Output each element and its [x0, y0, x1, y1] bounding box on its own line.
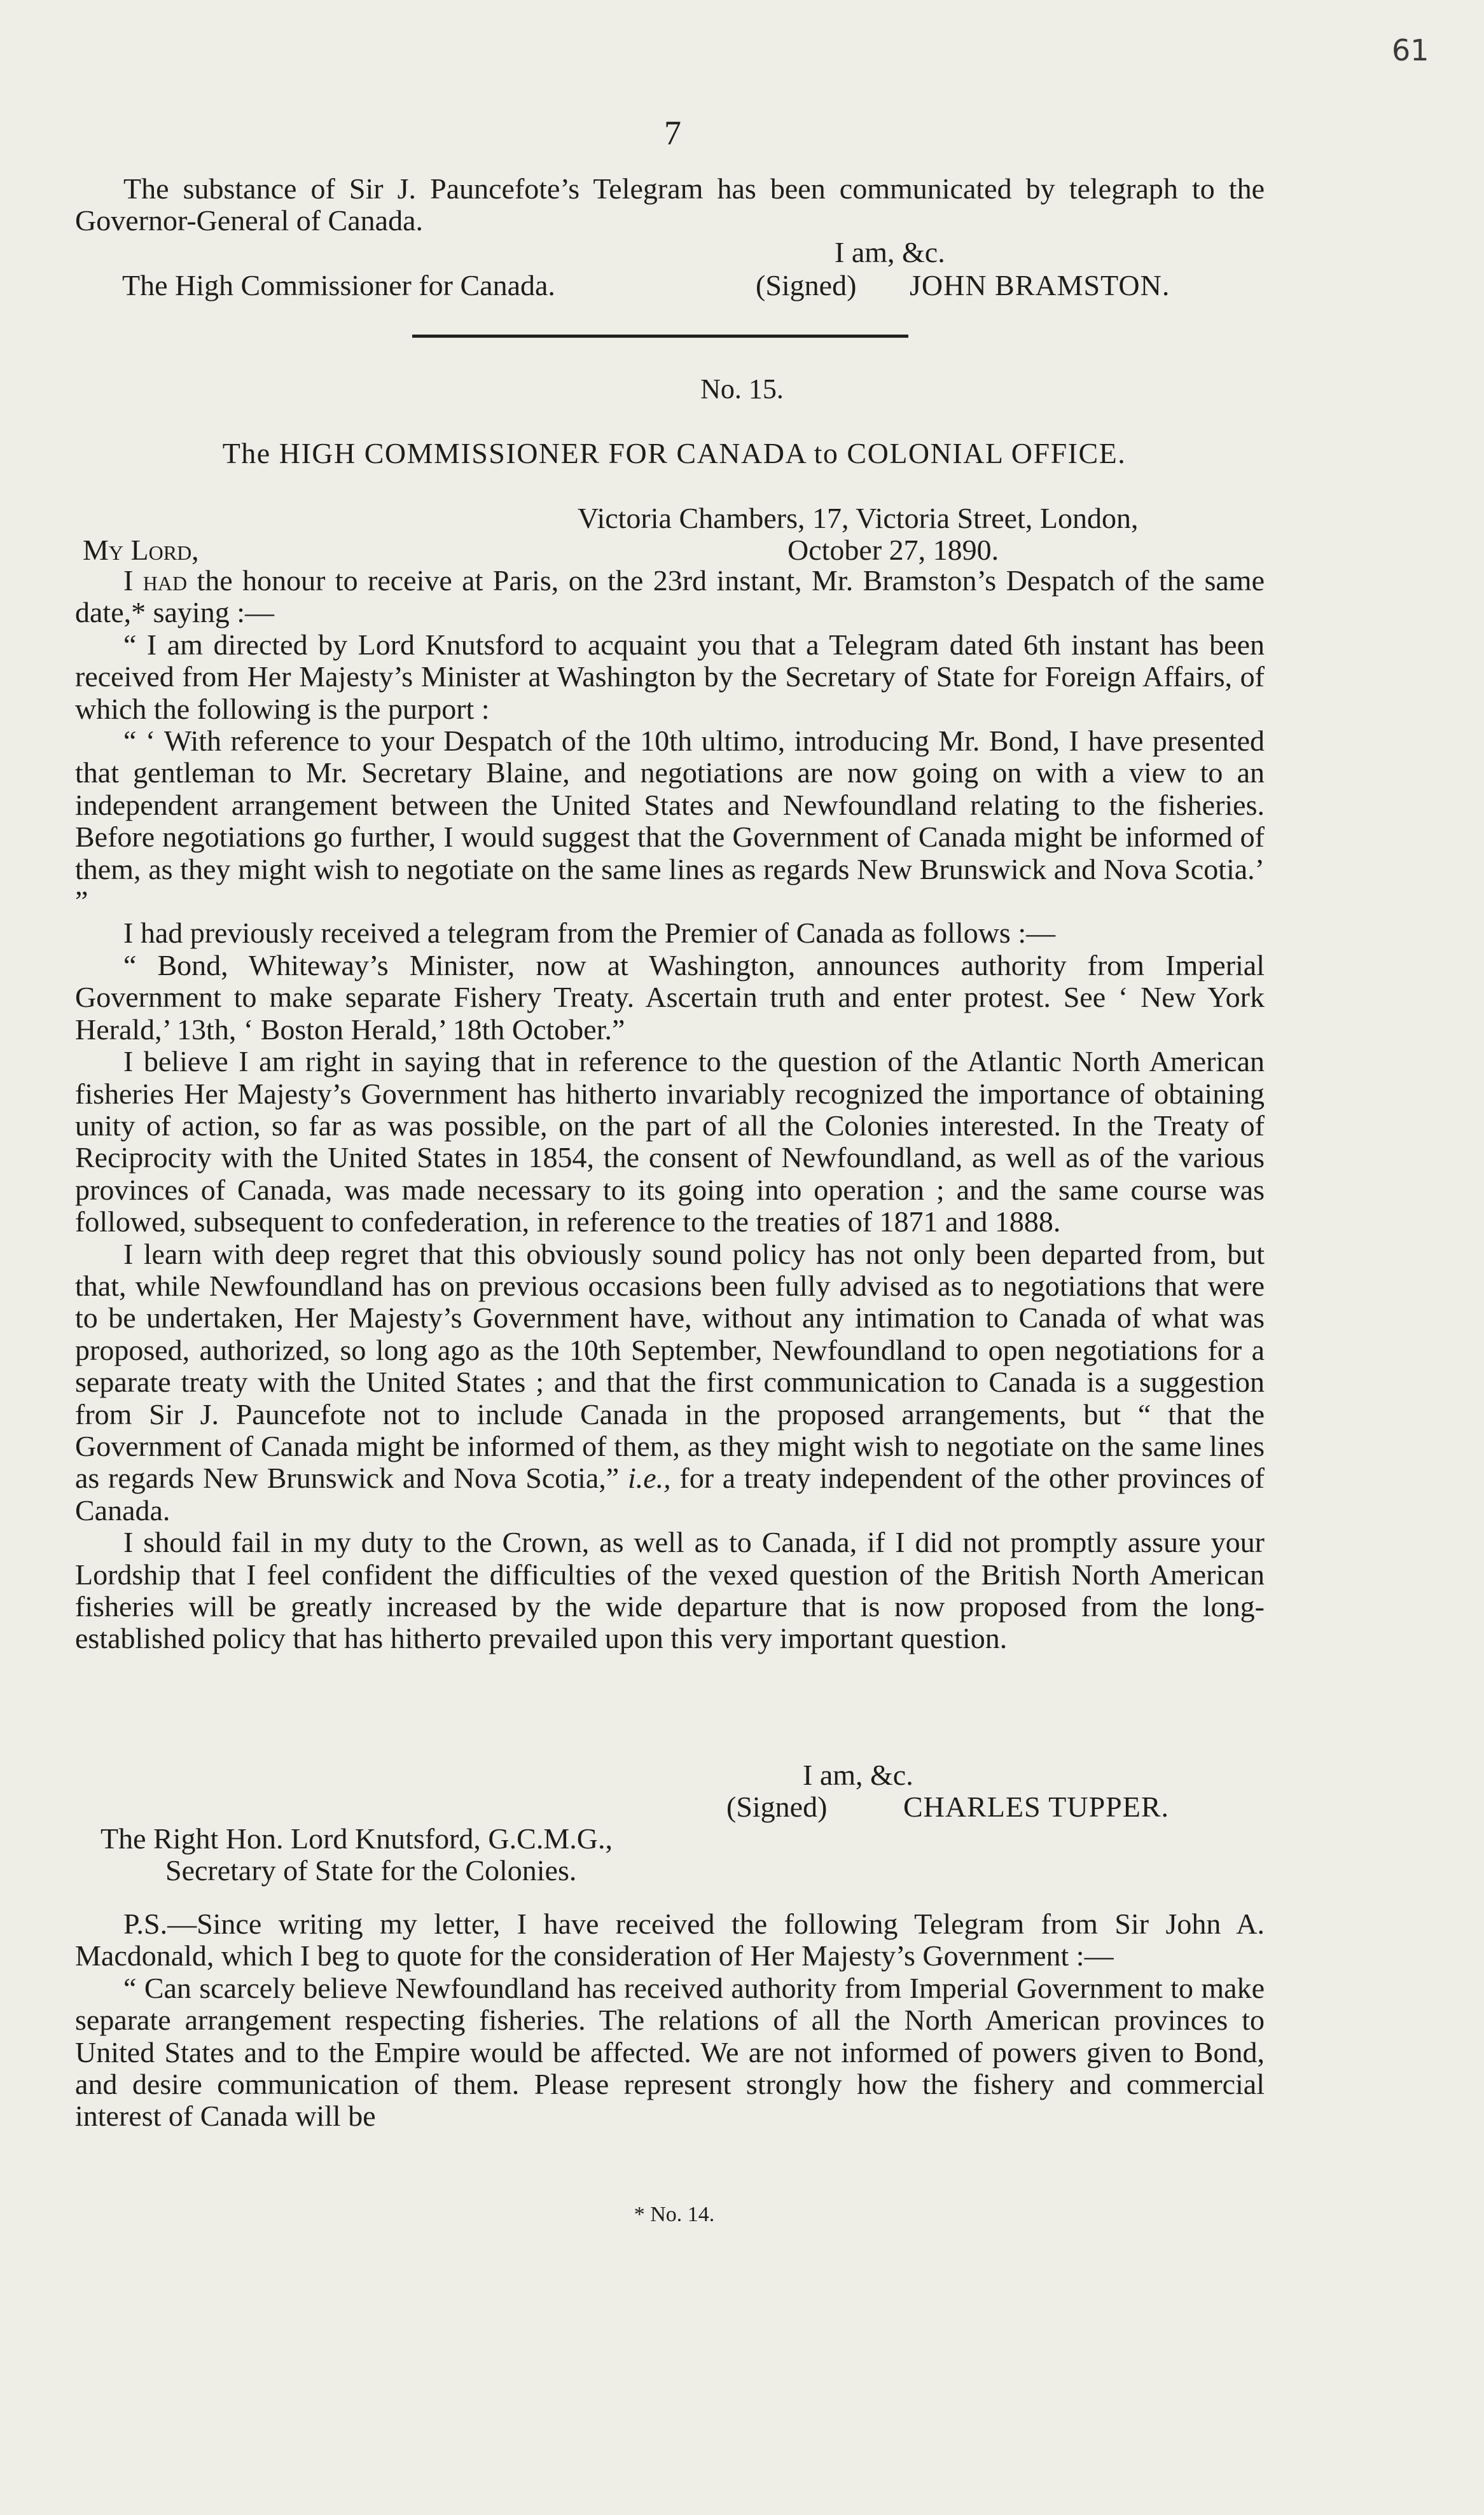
top-paragraph-block [75, 173, 1265, 237]
paragraph-6: I believe I am right in saying that in reference to the question of the Atlantic North American fisheries Her Majesty’s Government has hitherto invariably recognized the importance of obtaining unity of action, so far as was possible, on the part of all the Colonies interested. In the Treaty of Reciprocity with the United States in 1854, the consent of Newfoundland, as well as of the various provinces of Canada, was made necessary to its going into operation ; and the same course was followed, subsequent to confederation, in reference to the treaties of 1871 and 1888. [75, 1045, 1265, 1238]
footnote: * No. 14. [634, 2203, 715, 2226]
paragraph-7-text-a: I learn with deep regret that this obviously sound policy has not only been departed from, but that, while Newfoundland has on previous occasions been fully advised as to negotiations that were to be undertaken, Her Majesty’s Government have, without any intimation to Canada of what was proposed, authorized, so long ago as the 10th September, Newfoundland to open negotiations for a separate treaty with the United States ; and that the first communication to Canada is a suggestion from Sir J. Pauncefote not to include Canada in the proposed arrangements, but “ that the Government of Canada might be informed of them, as they might wish to negotiate on the same lines as regards New Brunswick and Nova Scotia,” [75, 1237, 1265, 1495]
paragraph-7 [75, 1238, 1265, 1527]
signer: CHARLES TUPPER. [903, 1791, 1170, 1823]
document-page-number: 7 [664, 114, 681, 152]
postscript-block [75, 1908, 1265, 2133]
paragraph-2: “ I am directed by Lord Knutsford to acquaint you that a Telegram dated 6th instant has been received from Her Majesty’s Minister at Washington by the Secretary of State for Foreign Affairs, of which the following is the purport : [75, 628, 1265, 725]
postscript: P.S.—Since writing my letter, I have received the following Telegram from Sir John A. Macdonald, which I beg to quote for the consideration of Her Majesty’s Government :— [75, 1908, 1265, 1972]
top-closing: I am, &c. [835, 236, 945, 268]
paragraph-7-text-b: for a treaty independent of the other provinces of Canada. [75, 1462, 1265, 1527]
top-addressee: The High Commissioner for Canada. [122, 269, 555, 301]
section-divider [412, 335, 908, 338]
paragraph-8: I should fail in my duty to the Crown, as well as to Canada, if I did not promptly assure your Lordship that I feel confident the difficulties of the vexed question of the British North American fisheries will be greatly increased by the wide departure that is now proposed from the long-established policy that has hitherto prevailed upon this very important question. [75, 1526, 1265, 1655]
top-paragraph: The substance of Sir J. Pauncefote’s Telegram has been communicated by telegraph to the Governor-General of Canada. [75, 172, 1265, 237]
top-signer: JOHN BRAMSTON. [910, 269, 1170, 301]
paragraph-1 [75, 565, 1265, 629]
salutation: My Lord, [83, 534, 199, 566]
paragraph-1-lead: I had [123, 564, 188, 597]
top-signed-label: (Signed) [756, 269, 857, 301]
recipient-title: Secretary of State for the Colonies. [165, 1854, 577, 1887]
sender-address: Victoria Chambers, 17, Victoria Street, London, [578, 502, 1139, 534]
postscript-quote: “ Can scarcely believe Newfoundland has received authority from Imperial Government to make separate arrangement respecting fisheries. The relations of all the North American provinces to United States and to the Empire would be affected. We are not informed of powers given to Bond, and desire communication of them. Please represent strongly how the fishery and commercial interest of Canada will be [75, 1971, 1265, 2133]
paragraph-5: “ Bond, Whiteway’s Minister, now at Washington, announces authority from Imperial Government to make separate Fishery Treaty. Ascertain truth and enter protest. See ‘ New York Herald,’ 13th, ‘ Boston Herald,’ 18th October.” [75, 948, 1265, 1046]
letter-date: October 27, 1890. [787, 534, 999, 566]
letter-body [75, 565, 1265, 1655]
paragraph-1-text: the honour to receive at Paris, on the 23rd instant, Mr. Bramston’s Despatch of the same date,* saying :— [75, 564, 1265, 629]
document-number: No. 15. [700, 373, 784, 405]
recipient-name: The Right Hon. Lord Knutsford, G.C.M.G., [101, 1822, 613, 1855]
letter-heading: The HIGH COMMISSIONER FOR CANADA to COLONIAL OFFICE. [222, 437, 1127, 469]
paragraph-4: I had previously received a telegram from the Premier of Canada as follows :— [123, 917, 1056, 950]
closing: I am, &c. [803, 1759, 913, 1791]
paragraph-3: “ ‘ With reference to your Despatch of the 10th ultimo, introducing Mr. Bond, I have presented that gentleman to Mr. Secretary Blaine, and negotiations are now going on with a view to an independent arrangement between the United States and Newfoundland relating to the fisheries. Before negotiations go further, I would suggest that the Government of Canada might be informed of them, as they might wish to negotiate on the same lines as regards New Brunswick and Nova Scotia.’ ” [75, 724, 1265, 918]
page-number: 61 [1392, 33, 1429, 67]
signed-label: (Signed) [726, 1791, 828, 1823]
paragraph-7-italic: i.e., [627, 1462, 671, 1495]
